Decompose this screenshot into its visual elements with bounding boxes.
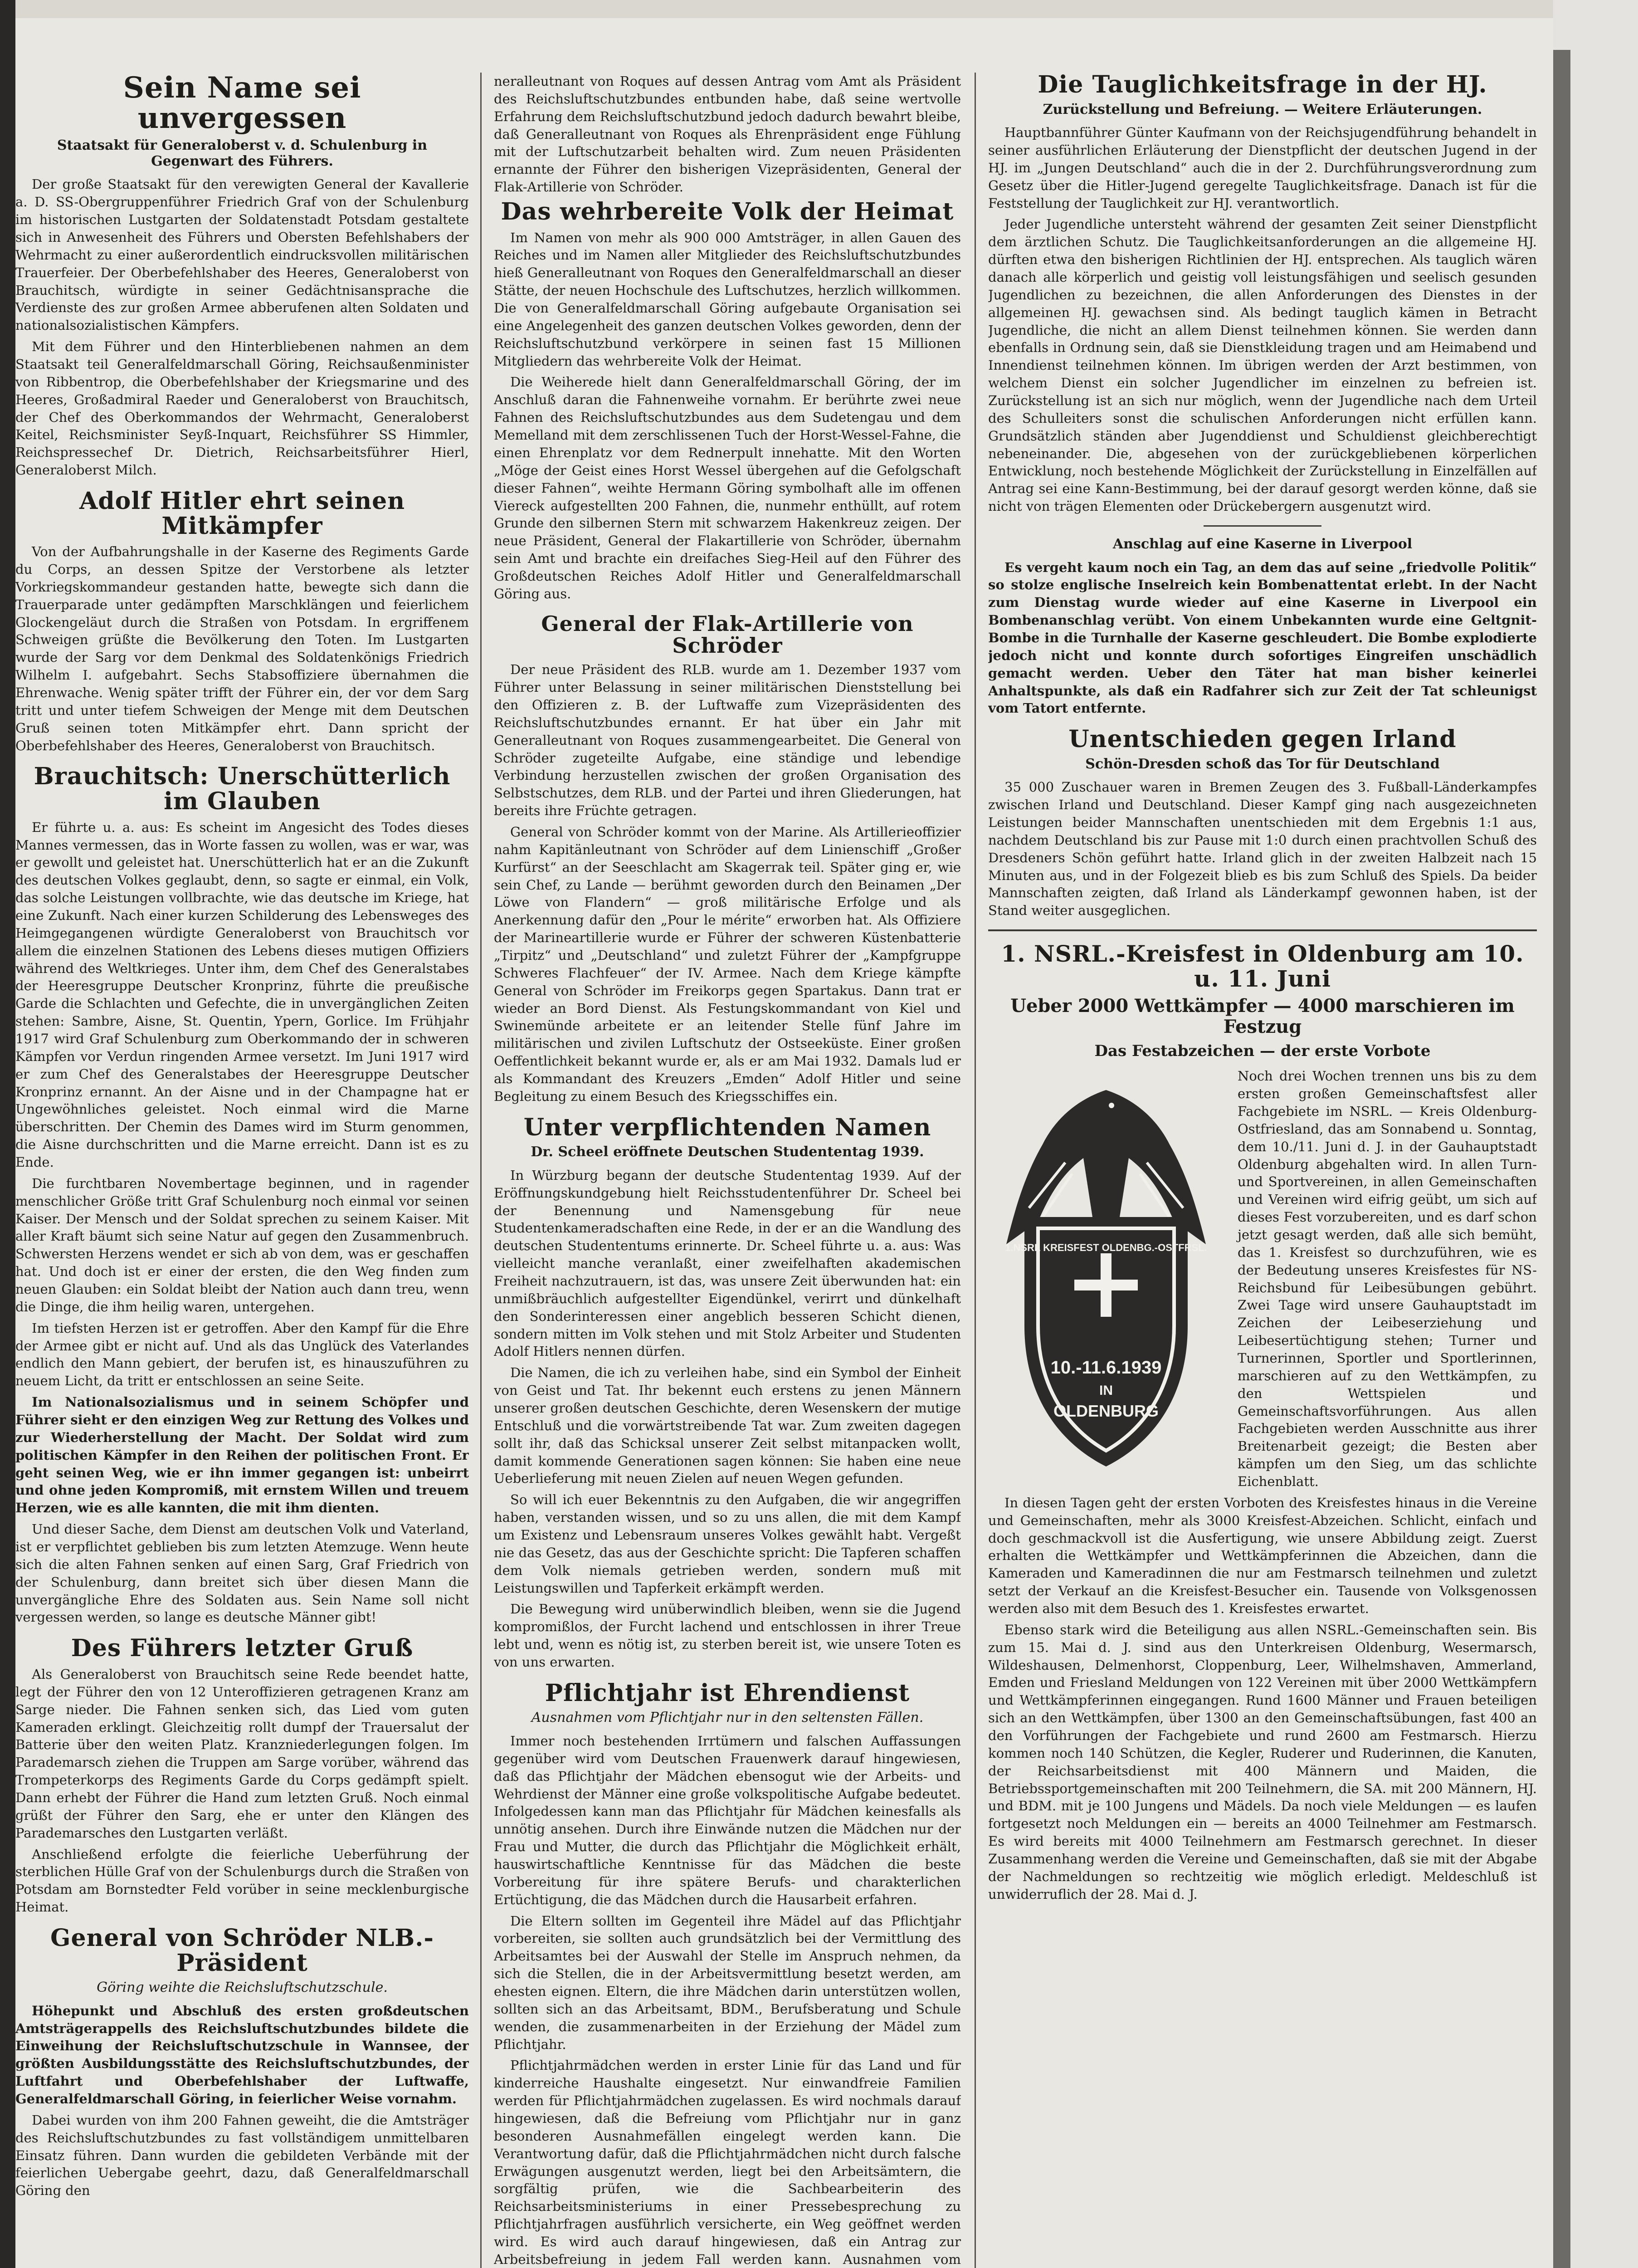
- paragraph: General von Schröder kommt von der Marine. Als Artillerieoffizier nahm Kapitänleutnant von Schröder auf dem Linienschiff „Großer Kurfürst“ an der Seeschlacht am Skagerrak teil. Später ging er, wie sein Chef, zu Lande — berühmt geworden durch den Beinamen „Der Löwe von Flandern“ — groß militärische Erfolge und als Anerkennung dafür den „Pour le mérite“ erworben hat. Als Offiziere der Marineartillerie wurde er Führer der schweren Küstenbatterie „Tirpitz“ und „Deutschland“ und zuletzt Führer der „Kampfgruppe Schweres Flachfeuer“ der IV. Armee. Nach dem Kriege kämpfte General von Schröder im Freikorps gegen Spartakus. Dann trat er wieder an Bord Dienst. Als Festungskommandant von Kiel und Swinemünde arbeitete er an leitender Stelle fünf Jahre im militärischen und zivilen Luftschutz der Ostseeküste. Einer großen Oeffentlichkeit bekannt wurde er, als er am Mai 1932. Damals lud er als Kommandant des Kreuzers „Emden“ Adolf Hitler und seine Begleitung zu einem Besuch des Kriegsschiffes ein.: [494, 824, 961, 1104]
- headline: Pflichtjahr ist Ehrendienst: [545, 1679, 910, 1707]
- headline: 1. NSRL.-Kreisfest in Oldenburg am 10. u. 11. Juni: [1001, 940, 1524, 992]
- paragraph: neralleutnant von Roques auf dessen Antrag vom Amt als Präsident des Reichsluftschutzbundes entbunden habe, daß seine wertvolle Erfahrung dem Reichsluftschutzbund jedoch dadurch bewahrt bleibe, daß Generalleutnant von Roques als Ehrenpräsident enge Fühlung mit der Luftschutzarbeit behalten wird. Zum neuen Präsidenten ernannte der Führer den bisherigen Vizepräsidenten, General der Flak-Artillerie von Schröder.: [494, 73, 961, 195]
- paragraph: Der große Staatsakt für den verewigten General der Kavallerie a. D. SS-Obergruppenführer Friedrich Graf von der Schulenburg im historischen Lustgarten der Soldatenstadt Potsdam gestaltete sich in Anwesenheit des Führers und Obersten Befehlshabers der Wehrmacht zu einer außerordentlich eindrucksvollen militärischen Trauerfeier. Der Oberbefehlshaber des Heeres, Generaloberst von Brauchitsch, würdigte in seiner Gedächtnisansprache die Verdienste des zur großen Armee abberufenen alten Soldaten und nationalsozialistischen Kämpfers.: [15, 176, 469, 333]
- paragraph: Der neue Präsident des RLB. wurde am 1. Dezember 1937 vom Führer unter Belassung in seiner militärischen Dienststellung bei den Offizieren z. B. der Luftwaffe zum Vizepräsidenten des Reichsluftschutzbundes ernannt. Er hat über ein Jahr mit Generalleutnant von Roques zusammengearbeitet. Die General von Schröder zugeteilte Aufgabe, eine ständige und lebendige Verbindung herzustellen zwischen der großen Organisation des Selbstschutzes, dem RLB. und der Partei und ihren Gliederungen, hat bereits ihre Früchte getragen.: [494, 662, 961, 819]
- section-divider: [1204, 525, 1321, 527]
- column-middle: [494, 73, 961, 2268]
- paragraph: Die Weiherede hielt dann Generalfeldmarschall Göring, der im Anschluß daran die Fahnenweihe vornahm. Er berührte zwei neue Fahnen des Reichsluftschutzbundes aus dem Sudetengau und dem Memelland mit dem zerschlissenen Tuch der Horst-Wessel-Fahne, die einen Ehrenplatz vor dem Rednerpult innehatte. Mit den Worten „Möge der Geist eines Horst Wessel übergehen auf die Gefolgschaft dieser Fahnen“, weihte Hermann Göring symbolhaft alle im offenen Viereck aufgestellten 200 Fahnen, die, nunmehr enthüllt, auf rotem Grunde den silbernen Stern mit schwarzem Hakenkreuz zeigen. Der neue Präsident, General der Flakartillerie von Schröder, übernahm sein Amt und brachte ein dreifaches Sieg-Heil auf den Führer des Großdeutschen Reiches Adolf Hitler und Generalfeldmarschall Göring aus.: [494, 374, 961, 601]
- paragraph: Die Namen, die ich zu verleihen habe, sind ein Symbol der Einheit von Geist und Tat. Ihr bekennt euch erstens zu jenen Männern unserer großen deutschen Geschichte, deren Wesenskern der mutige Entschluß und die vorwärtstreibende Tat war. Zum zweiten dagegen sollt ihr, daß das Schicksal unserer Zeit selbst mitanpacken wollt, damit kommende Generationen sagen können: Sie haben eine neue Ueberlieferung mit neuen Zielen auf neuen Wegen gefunden.: [494, 1365, 961, 1486]
- paragraph: Jeder Jugendliche untersteht während der gesamten Zeit seiner Dienstpflicht dem ärztlichen Schutz. Die Tauglichkeitsanforderungen an die allgemeine HJ. dürften etwa den bisherigen Richtlinien der HJ. entsprechen. Als tauglich wären danach alle körperlich und geistig voll leistungsfähigen und seelisch gesunden Jugendlichen zu bezeichnen, die allen Anforderungen des Dienstes in der allgemeinen HJ. gewachsen sind. Als bedingt tauglich kämen in Betracht Jugendliche, die nicht an allem Dienst teilnehmen können. Sie werden dann ebenfalls in Ordnung sein, daß sie Dienstkleidung tragen und am Heimabend und Innendienst teilnehmen können. Im übrigen werden der Arzt bestimmen, von welchem Dienst ein solcher Jugendlicher im einzelnen zu befreien ist. Zurückstellung ist an sich nur möglich, wenn der Jugendliche nach dem Urteil des Schulleiters sonst die schulischen Anforderungen nicht erfüllen kann. Grundsätzlich ständen aber Jugenddienst und Schuldienst gleichberechtigt nebeneinander. Die, abgesehen von der zurückgebliebenen körperlichen Entwicklung, noch bestehende Möglichkeit der Zurückstellung in Einzelfällen auf Antrag sei eine Kann-Bestimmung, bei der darauf gesorgt werden könne, daß sie nicht von trägen Elementen oder Drückebergern ausgenutzt wird.: [988, 216, 1537, 514]
- headline: Die Tauglichkeitsfrage in der HJ.: [1038, 73, 1487, 98]
- scan-right-edge: [1553, 0, 1638, 2268]
- article-tauglichkeit: [988, 73, 1537, 515]
- paragraph: Pflichtjahrmädchen werden in erster Linie für das Land und für kinderreiche Haushalte eingesetzt. Nur einwandfreie Familien werden für Pflichtjahrmädchen zugelassen. Es wird nochmals darauf hingewiesen, daß die Befreiung vom Pflichtjahr nur in ganz besonderen Ausnahmefällen eingelegt werden kann. Die Verantwortung dafür, daß die Pflichtjahrmädchen nicht durch falsche Erwägungen ausgenutzt werden, liegt bei den Arbeitsämtern, die sorgfältig prüfen, wie die Sachbearbeiterin des Reichsarbeitsministeriums in einer Pressebesprechung zu Pflichtjahrfragen ausführlich versicherte, ein Weg geöffnet werden wird. Es wird auch darauf hingewiesen, daß ein Antrag zur Arbeitsbefreiung in jedem Fall werden kann. Ausnahmen vom: [494, 2058, 961, 2267]
- article-wehrbereites-volk: [494, 200, 961, 603]
- badge-ring-text: 1.NSRL KREISFEST OLDENBG.-OSTFRSL.: [1005, 1242, 1207, 1254]
- paragraph: Als Generaloberst von Brauchitsch seine Rede beendet hatte, legt der Führer den von 12 Unteroffizieren getragenen Kranz am Sarge nieder. Die Fahnen senken sich, das Lied vom guten Kameraden erklingt. Gleichzeitig rollt dumpf der Trauersalut der Batterie über den weiten Platz. Kranzniederlegungen folgen. Im Parademarsch ziehen die Truppen am Sarge vorüber, während das Trompeterkorps des Regiments Garde du Corps gedämpft spielt. Dann erhebt der Führer die Hand zum letzten Gruß. Noch einmal grüßt der Führer den Sarg, ehe er unter den Klängen des Parademarsches den Lustgarten verläßt.: [15, 1666, 469, 1841]
- paragraph: Er führte u. a. aus: Es scheint im Angesicht des Todes dieses Mannes vermessen, das in Worte fassen zu wollen, was er war, was er gewollt und geleistet hat. Unerschütterlich hat er an die Zukunft des deutschen Volkes geglaubt, denn, so sagte er einmal, ein Volk, das solche Leistungen vollbrachte, wie das deutsche im Kriege, hat eine Zukunft. Nach einer kurzen Schilderung des Lebensweges des Heimgegangenen würdigte Generaloberst von Brauchitsch vor allem die einzelnen Stationen des Lebens dieses mutigen Offiziers während des Weltkrieges. Unter ihm, dem Chef des Generalstabes der Heeresgruppe Deutscher Kronprinz, führte die preußische Garde die Schlachten und Gefechte, die in unvergänglichen Zeiten stehen: Sambre, Aisne, St. Quentin, Ypern, Gorlice. Im Frühjahr 1917 wird Graf Schulenburg zum Oberkommando der in schweren Kämpfen vor Verdun ringenden Armee versetzt. Im Juni 1917 wird er zum Chef des Generalstabes der Heeresgruppe Deutscher Kronprinz ernannt. An der Aisne und in der Champagne hat er Ungewöhnliches geleistet. Noch einmal wird die Marne überschritten. Der Chemin des Dames wird im Sturm genommen, die Aisne durchschritten und die Marne erreicht. Dann ist es zu Ende.: [15, 819, 469, 1170]
- article-schroeder-praesident: [15, 1926, 469, 2200]
- paragraph: So will ich euer Bekenntnis zu den Aufgaben, die wir angegriffen haben, verstanden wissen, und so zu uns allen, die mit dem Kampf um Existenz und Lebensraum unseres Volkes gewählt habt. Vergeßt nie das Gesetz, das aus der Geschichte spricht: Die Tapferen schaffen dem Volk niemals getrieben werden, sondern muß mit Leistungswillen und Tapferkeit erkämpft werden.: [494, 1492, 961, 1596]
- article-pflichtjahr: [494, 1681, 961, 2268]
- article-liverpool: [988, 537, 1537, 717]
- article-schulenburg: [15, 73, 469, 479]
- badge-in: IN: [1099, 1383, 1113, 1398]
- paragraph: Im Namen von mehr als 900 000 Amtsträger, in allen Gauen des Reiches und im Namen aller Mitglieder des Reichsluftschutzbundes hieß Generalleutnant von Roques den Generalfeldmarschall an dieser Stätte, der neuen Hochschule des Luftschutzes, herzlich willkommen. Die von Generalfeldmarschall Göring aufgebaute Organisation sei eine Angelegenheit des ganzen deutschen Volkes geworden, denn der Reichsluftschutzbund verkörpere in seinen fast 15 Millionen Mitgliedern das wehrbereite Volk der Heimat.: [494, 230, 961, 369]
- subheadline: Ueber 2000 Wettkämpfer — 4000 marschieren im Festzug: [1010, 995, 1515, 1038]
- subheadline: Staatsakt für Generaloberst v. d. Schulenburg in Gegenwart des Führers.: [57, 137, 428, 169]
- article-flak-schroeder: [494, 613, 961, 1105]
- paragraph: Die furchtbaren Novembertage beginnen, und in ragender menschlicher Größe tritt Graf Schulenburg noch einmal vor seinen Kaiser. Der Mensch und der Soldat sprechen zu seinem Kaiser. Mit aller Kraft bäumt sich seine Natur auf gegen den Zusammenbruch. Schwersten Herzens wendet er sich ab von dem, was er geschaffen hat. Und doch ist er einer der ersten, die den Weg finden zum neuen Glauben: ein Soldat bleibt der Nation auch dann treu, wenn die Dinge, die ihm heilig waren, untergehen.: [15, 1175, 469, 1315]
- paragraph: In diesen Tagen geht der ersten Vorboten des Kreisfestes hinaus in die Vereine und Gemeinschaften, mehr als 3000 Kreisfest-Abzeichen. Schlicht, einfach und doch geschmackvoll ist die Ausfertigung, wie unsere Abbildung zeigt. Zuerst erhalten die Wettkämpfer und Wettkämpferinnen die Abzeichen, dann die Kameraden und Kameradinnen die nur am Festmarsch teilnehmen und zuletzt setzt der Verkauf an die Kreisfest-Besucher ein. Tausende von Volksgenossen werden also mit dem Besuch des 1. Kreisfestes erwartet.: [988, 1495, 1537, 1616]
- festabzeichen-image: [988, 1072, 1224, 1480]
- page-shadow: [1553, 50, 1570, 2268]
- paragraph: Von der Aufbahrungshalle in der Kaserne des Regiments Garde du Corps, an dessen Spitze der Verstorbene als letzter Vorkriegskommandeur gestanden hatte, bewegte sich dann die Trauerparade unter gedämpften Marschklängen und feierlichem Glockengeläut durch die Straßen von Potsdam. In ergriffenem Schweigen grüßte die Bevölkerung den Toten. Im Lustgarten wurde der Sarg vor dem Denkmal des Soldatenkönigs Friedrich Wilhelm I. aufgebahrt. Sechs Stabsoffiziere übernahmen die Ehrenwache. Wenig später trifft der Führer ein, der vor dem Sarg tritt und unter tiefem Schweigen der Menge mit dem Deutschen Gruß seinen toten Mitkämpfer ehrt. Dann spricht der Oberbefehlshaber des Heeres, Generaloberst von Brauchitsch.: [15, 544, 469, 753]
- paragraph: Noch drei Wochen trennen uns bis zu dem ersten großen Gemeinschaftsfest aller Fachgebiete im NSRL. — Kreis Oldenburg-Ostfriesland, das am Sonnabend u. Sonntag, dem 10./11. Juni d. J. in der Gauhauptstadt Oldenburg abgehalten wird. In allen Turn- und Sportvereinen, in allen Gemeinschaften und Vereinen wird eifrig geübt, um sich auf dieses Fest vorzubereiten, und es darf schon jetzt gesagt werden, daß alle sich bemüht, das 1. Kreisfest so durchzuführen, wie es der Bedeutung unseres Kreisfestes für NS-Reichsbund für Leibesübungen gebührt. Zwei Tage wird unsere Gauhauptstadt im Zeichen der Leibeserziehung und Leibesertüchtigung stehen; Turner und Turnerinnen, Sportler und Sportlerinnen, marschieren auf zu den Wettkämpfen, zu den Wettspielen und Gemeinschaftsvorführungen. Aus allen Fachgebieten werden Ausschnitte aus ihrer Breitenarbeit gezeigt; die Besten aber kämpfen um den Sieg, um das schlichte Eichenblatt.: [1238, 1068, 1537, 1489]
- headline: General von Schröder NLB.-Präsident: [50, 1924, 434, 1977]
- column-left: [15, 73, 469, 2268]
- article-kreisfest: [988, 941, 1537, 1903]
- column-rule: [480, 73, 482, 2268]
- article-studententag: [494, 1115, 961, 1671]
- paragraph: Die Eltern sollten im Gegenteil ihre Mädel auf das Pflichtjahr vorbereiten, sie sollten auch grundsätzlich bei der Vermittlung des Arbeitsamtes bei der Auswahl der Stelle im Anspruch nehmen, da sich die Stellen, die in der Arbeitsvermittlung besetzt werden, am ehesten eignen. Eltern, die ihre Mädchen darin unterstützen wollen, sollten sich an das Arbeitsamt, BDM., Berufsberatung und Schule wenden, die zusammenarbeiten in der Erziehung der Mädel zum Pflichtjahr.: [494, 1913, 961, 2052]
- paragraph: Ebenso stark wird die Beteiligung aus allen NSRL.-Gemeinschaften sein. Bis zum 15. Mai d. J. sind aus den Unterkreisen Oldenburg, Wesermarsch, Wildeshausen, Delmenhorst, Cloppenburg, Leer, Wilhelmshaven, Ammerland, Emden und Friesland Meldungen von 122 Vereinen mit über 2000 Wettkämpfern und Wettkämpferinnen eingegangen. Rund 1600 Männer und Frauen beteiligen sich an den Wettkämpfen, über 1300 an den Gemeinschaftsübungen, fast 400 an den Vorführungen der Fachgebiete und rund 2600 am Festmarsch. Hierzu kommen noch 140 Schützen, die Kegler, Ruderer und Ruderinnen, die Kanuten, der Reichsarbeitsdienst mit 400 Männern und Maiden, die Betriebssportgemeinschaften mit 200 Teilnehmern, die SA. mit 200 Männern, HJ. und BDM. mit je 100 Jungens und Mädels. Da noch viele Meldungen — es laufen fortgesetzt noch Meldungen ein — bereits an 4000 Teilnehmer am Festmarsch. Es wird bereits mit 4000 Teilnehmern am Festmarsch gerechnet. In dieser Zusammenhang werden die Vereine und Gemeinschaften, daß sie mit der Abgabe der Nachmeldungen so rechtzeitig wie möglich erledigt. Meldeschluß ist unwiderruflich der 28. Mai d. J.: [988, 1622, 1537, 1902]
- headline: Das wehrbereite Volk der Heimat: [501, 198, 954, 226]
- paragraph: In Würzburg begann der deutsche Studententag 1939. Auf der Eröffnungskundgebung hielt Reichsstudentenführer Dr. Scheel bei der Benennung und Namensgebung für neue Studentenkameradschaften eine Rede, in der er an die Wandlung des deutschen Studententums erinnerte. Dr. Scheel führte u. a. aus: Was vielleicht manche veranlaßt, einer zweifelhaften akademischen Freiheit nachzutrauern, ist das, was unsere Zeit überwunden hat: ein unmißbräuchlich aufgestellter Eigendünkel, verirrt und dünkelhaft den Sonderinteressen einer angeblich besseren Schicht dienen, sondern mitten im Volk stehen und mit Stolz Arbeiter und Studenten Adolf Hitlers nennen dürfen.: [494, 1167, 961, 1359]
- headline: Anschlag auf eine Kaserne in Liverpool: [1112, 536, 1413, 552]
- column-rule: [975, 73, 976, 2268]
- subheadline: Dr. Scheel eröffnete Deutschen Studententag 1939.: [531, 1144, 924, 1160]
- column-right: [988, 73, 1537, 2268]
- article-brauchitsch: [15, 764, 469, 1626]
- headline: Unter verpflichtenden Namen: [523, 1113, 931, 1141]
- article-letzter-gruss: [15, 1636, 469, 1916]
- paragraph: 35 000 Zuschauer waren in Bremen Zeugen des 3. Fußball-Länderkampfes zwischen Irland und Deutschland. Dieser Kampf ging nach ausgezeichneten Leistungen beider Mannschaften unentschieden mit dem Ergebnis 1:1 aus, nachdem Deutschland bis zur Pause mit 1:0 durch einen prachtvollen Schuß des Dresdeners Schön geführt hatte. Irland glich in der zweiten Halbzeit nach 15 Minuten aus, und in der Folgezeit blieb es bis zum Schluß des Spiels. Da beider Mannschaften zeigten, daß Irland als Länderkampf gewonnen haben, ist der Stand weiter ausgeglichen.: [988, 779, 1537, 919]
- scan-left-edge: [0, 0, 15, 2268]
- subheadline: Ausnahmen vom Pflichtjahr nur in den seltensten Fällen.: [531, 1710, 924, 1726]
- headline: Unentschieden gegen Irland: [1068, 725, 1457, 753]
- paragraph: Mit dem Führer und den Hinterbliebenen nahmen an dem Staatsakt teil Generalfeldmarschall Göring, Reichsaußenminister von Ribbentrop, die Oberbefehlshaber der Kriegsmarine und des Heeres, Großadmiral Raeder und Generaloberst von Brauchitsch, der Chef des Oberkommandos der Wehrmacht, Generaloberst Keitel, Reichsminister Seyß-Inquart, Reichsführer SS Himmler, Reichspressechef Dr. Dietrich, Reichsarbeitsführer Hierl, Generaloberst Milch.: [15, 339, 469, 478]
- article-hitler-ehrt: [15, 489, 469, 755]
- paragraph: Anschließend erfolgte die feierliche Ueberführung der sterblichen Hülle Graf von der Schulenburgs durch die Straßen von Potsdam am Bornstedter Feld vorüber in seine mecklenburgische Heimat.: [15, 1846, 469, 1915]
- paragraph: Und dieser Sache, dem Dienst am deutschen Volk und Vaterland, ist er verpflichtet geblieben bis zum letzten Atemzuge. Wenn heute sich die alten Fahnen senken auf einen Sarg, Graf Friedrich von der Schulenburg, dann breitet sich über diesen Mann die unvergängliche Ehre des Soldaten aus. Sein Name soll nicht vergessen werden, so lange es deutsche Männer gibt!: [15, 1521, 469, 1625]
- headline: Des Führers letzter Gruß: [71, 1634, 414, 1662]
- paragraph: Die Bewegung wird unüberwindlich bleiben, wenn sie die Jugend kompromißlos, der Furcht lachend und entschlossen in ihrer Treue lebt und, wenn es nötig ist, zu sterben bereit ist, wie unsere Toten es von uns erwarten.: [494, 1601, 961, 1670]
- badge-city: OLDENBURG: [1053, 1402, 1159, 1421]
- headline: Adolf Hitler ehrt seinen Mitkämpfer: [79, 487, 405, 540]
- subheadline: Schön-Dresden schoß das Tor für Deutschland: [1085, 756, 1440, 772]
- paragraph: Dabei wurden von ihm 200 Fahnen geweiht, die die Amtsträger des Reichsluftschutzbundes zu fast vollständigem unmittelbaren Einsatz führen. Dann wurden die gebildeten Verbände mit der feierlichen Uebergabe geehrt, dazu, daß Generalfeldmarschall Göring den: [15, 2112, 469, 2199]
- paragraph: Hauptbannführer Günter Kaufmann von der Reichsjugendführung behandelt in seiner ausführlichen Erläuterung der Dienstpflicht der deutschen Jugend in der HJ. im „Jungen Deutschland“ auch die in der 2. Durchführungsverordnung zum Gesetz über die Hitler-Jugend geregelte Tauglichkeitsfrage. Danach ist für die Feststellung der Tauglichkeit zur HJ. verantwortlich.: [988, 125, 1537, 211]
- subheadline: Göring weihte die Reichsluftschutzschule.: [97, 1980, 388, 1996]
- section-divider: [988, 929, 1537, 931]
- article-irland: [988, 727, 1537, 919]
- headline: General der Flak-Artillerie von Schröder: [541, 611, 914, 658]
- paragraph: Immer noch bestehenden Irrtümern und falschen Auffassungen gegenüber wird vom Deutschen Frauenwerk darauf hingewiesen, daß das Pflichtjahr der Mädchen ebensogut wie der Arbeits- und Wehrdienst der Männer eine große volkspolitische Aufgabe bedeutet. Infolgedessen kann man das Pflichtjahr für Mädchen keinesfalls als unnötig ansehen. Durch ihre Einwände nutzen die Mädchen nur der Frau und Mutter, die durch das Pflichtjahr die Möglichkeit erhält, hauswirtschaftliche Kenntnisse für das Mädchen die beste Vorbereitung für ihre spätere Berufs- und charakterlichen Ertüchtigung, die das Mädchen durch die Hausarbeit erfahren.: [494, 1733, 961, 1907]
- badge-date: 10.-11.6.1939: [1050, 1358, 1162, 1378]
- headline: Brauchitsch: Unerschütterlich im Glauben: [34, 763, 451, 816]
- paragraph: Im tiefsten Herzen ist er getroffen. Aber den Kampf für die Ehre der Armee gibt er nicht auf. Und als das Unglück des Vaterlandes endlich den Mann gebiert, der berufen ist, es hinauszuführen zu neuem Licht, da tritt er entschlossen an seine Seite.: [15, 1320, 469, 1389]
- paragraph: Es vergeht kaum noch ein Tag, an dem das auf seine „friedvolle Politik“ so stolze englische Inselreich kein Bombenattentat erlebt. In der Nacht zum Dienstag wurde wieder auf eine Kaserne in Liverpool ein Bombenanschlag verübt. Von einem Unbekannten wurde eine Geltgnit-Bombe in die Turnhalle der Kaserne geschleudert. Die Bombe explodierte jedoch nicht und konnte durch sofortiges Eingreifen unschädlich gemacht werden. Ueber den Täter hat man bisher keinerlei Anhaltspunkte, als daß ein Radfahrer sich zur Zeit der Tat schleunigst vom Tatort entfernte.: [988, 559, 1537, 716]
- subheadline: Zurückstellung und Befreiung. — Weitere Erläuterungen.: [1043, 101, 1482, 117]
- headline: Sein Name sei unvergessen: [123, 73, 361, 136]
- newspaper-page: [15, 18, 1553, 2268]
- eagle-badge-icon: [988, 1072, 1224, 1480]
- subheadline: Das Festabzeichen — der erste Vorbote: [1094, 1042, 1431, 1061]
- paragraph: Im Nationalsozialismus und in seinem Schöpfer und Führer sieht er den einzigen Weg zur Rettung des Volkes und zur Wiederherstellung der Macht. Der Soldat wird zum politischen Kämpfer in den Reihen der politischen Front. Er geht seinen Weg, wie er ihn immer gegangen ist: unbeirrt und ohne jeden Kompromiß, mit ernstem Willen und treuem Herzen, wie es alle kannten, die mit ihm dienten.: [15, 1394, 469, 1516]
- paragraph: Höhepunkt und Abschluß des ersten großdeutschen Amtsträgerappells des Reichsluftschutzbundes bildete die Einweihung der Reichsluftschutzschule in Wannsee, der größten Ausbildungsstätte des Reichsluftschutzbundes, der Luftfahrt und Oberbefehlshaber der Luftwaffe, Generalfeldmarschall Göring, in feierlicher Weise vornahm.: [15, 2003, 469, 2107]
